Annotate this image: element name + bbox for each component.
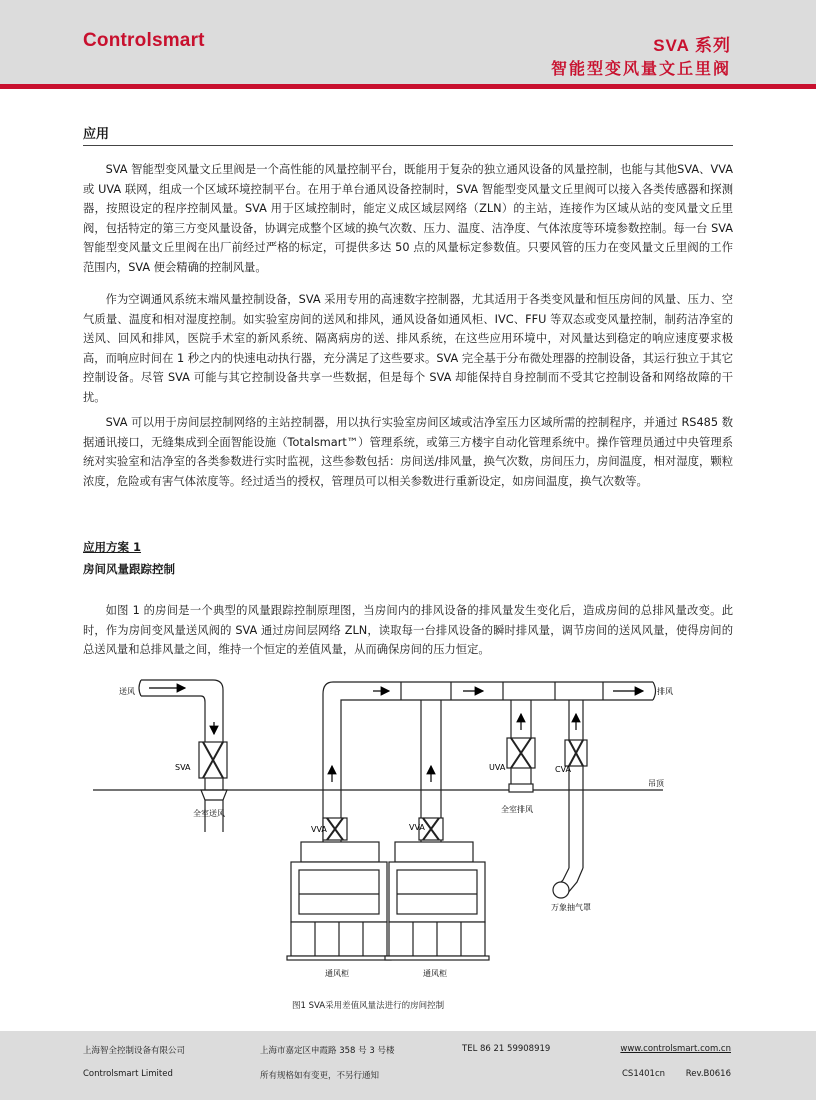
section-divider <box>83 145 733 146</box>
brand-logo-text: Controlsmart <box>83 30 205 51</box>
section-title: 应用 <box>83 127 110 142</box>
label-supply-air: 送风 <box>119 687 135 696</box>
figure-caption: 图1 SVA采用差值风量法进行的房间控制 <box>292 1001 445 1011</box>
footer-doc-number: CS1401cn <box>622 1069 666 1079</box>
paragraph-controller: 作为空调通风系统末端风量控制设备，SVA 采用专用的高速数字控制器，尤其适用于各类变风量和恒压房间的风量、压力、空气质量、温度和相对湿度控制。如实验室房间的送风和排风，通风设备如通风柜、IVC、FFU 等双态或变风量控制，制药洁净室的送风、回风和排风，医院手术室的新风系统、隔离病房的送、排风系统，在这些应用环境中，对风量达到稳定的响应速度要求极高，而响应时间在 1 秒之内的快速电动执行器，充分满足了这些要求。SVA 完全基于分布微处理器的控制设备，其运行独立于其它控制设备。尽管 SVA 可能与其它控制设备共享一些数据，但是每个 SVA 却能保持自身控制而不受其它控制设备和网络故障的干扰。 <box>83 293 733 404</box>
label-fume-hood-1: 通风柜 <box>325 969 349 978</box>
footer-address: 上海市嘉定区申霞路 358 号 3 号楼 <box>260 1046 395 1056</box>
label-cva: CVA <box>555 765 572 774</box>
label-room-exhaust: 全室排风 <box>501 805 533 814</box>
footer-tel: TEL 86 21 59908919 <box>462 1044 551 1054</box>
page-footer <box>0 1031 816 1100</box>
label-room-supply: 全室送风 <box>193 809 225 818</box>
series-title: SVA 系列 <box>653 36 731 55</box>
label-uva: UVA <box>489 763 506 772</box>
footer-website-link[interactable]: www.controlsmart.com.cn <box>620 1044 731 1054</box>
header-red-rule <box>0 84 816 89</box>
label-sva: SVA <box>175 763 191 772</box>
label-fume-hood-2: 通风柜 <box>423 969 447 978</box>
label-ceiling: 吊顶 <box>648 779 664 788</box>
scheme-subtitle: 房间风量跟踪控制 <box>83 562 175 576</box>
scheme-paragraph: 如图 1 的房间是一个典型的风量跟踪控制原理图，当房间内的排风设备的排风量发生变化后，造成房间的总排风量改变。此时，作为房间变风量送风阀的 SVA 通过房间层网络 ZLN，读取每一台排风设备的瞬时排风量，调节房间的送风风量，使得房间的总送风量和总排风量之间，维持一个恒定的差值风量，从而确保房间的压力恒定。 <box>83 604 733 656</box>
label-exhaust-air: 排风 <box>657 687 673 696</box>
scheme-title: 应用方案 1 <box>83 540 142 554</box>
label-vva-2: VVA <box>409 823 425 832</box>
paragraph-intro: SVA 智能型变风量文丘里阀是一个高性能的风量控制平台，既能用于复杂的独立通风设备的风量控制，也能与其他SVA、VVA 或 UVA 联网，组成一个区域环境控制平台。在用于单台通风设备控制时，SVA 智能型变风量文丘里阀可以接入各类传感器和探测器，按照设定的程序控制风量。SVA 用于区域控制时，能定义成区域层网络（ZLN）的主站，连接作为区域从站的变风量文丘里阀，包括特定的第三方变风量设备，协调完成整个区域的换气次数、压力、温度、洁净度、气体浓度等环境参数控制。每一台 SVA 智能型变风量文丘里阀在出厂前经过严格的标定，可提供多达 50 点的风量标定参数值。只要风管的压力在变风量文丘里阀的工作范围内，SVA 便会精确的控制风量。 <box>83 163 733 274</box>
footer-company-cn: 上海智全控制设备有限公司 <box>83 1046 186 1056</box>
footer-notice: 所有规格如有变更，不另行通知 <box>260 1071 380 1081</box>
paragraph-network: SVA 可以用于房间层控制网络的主站控制器，用以执行实验室房间区域或洁净室压力区域所需的控制程序，并通过 RS485 数据通讯接口，无缝集成到全面智能设施（Totalsmart™）管理系统，或第三方楼宇自动化管理系统中。操作管理员通过中央管理系统对实验室和洁净室的各类参数进行实时监视，这些参数包括：房间送/排风量，换气次数，房间压力，房间温度，相对湿度，颗粒浓度，危险或有害气体浓度等。经过适当的授权，管理员可以相关参数进行重新设定，如房间温度，换气次数等。 <box>83 416 733 488</box>
footer-revision: Rev.B0616 <box>685 1069 731 1079</box>
room-control-diagram <box>83 672 683 992</box>
product-title: 智能型变风量文丘里阀 <box>550 59 731 78</box>
label-snorkel: 万象抽气罩 <box>551 903 591 912</box>
label-vva-1: VVA <box>311 825 327 834</box>
footer-company-en: Controlsmart Limited <box>83 1069 173 1079</box>
